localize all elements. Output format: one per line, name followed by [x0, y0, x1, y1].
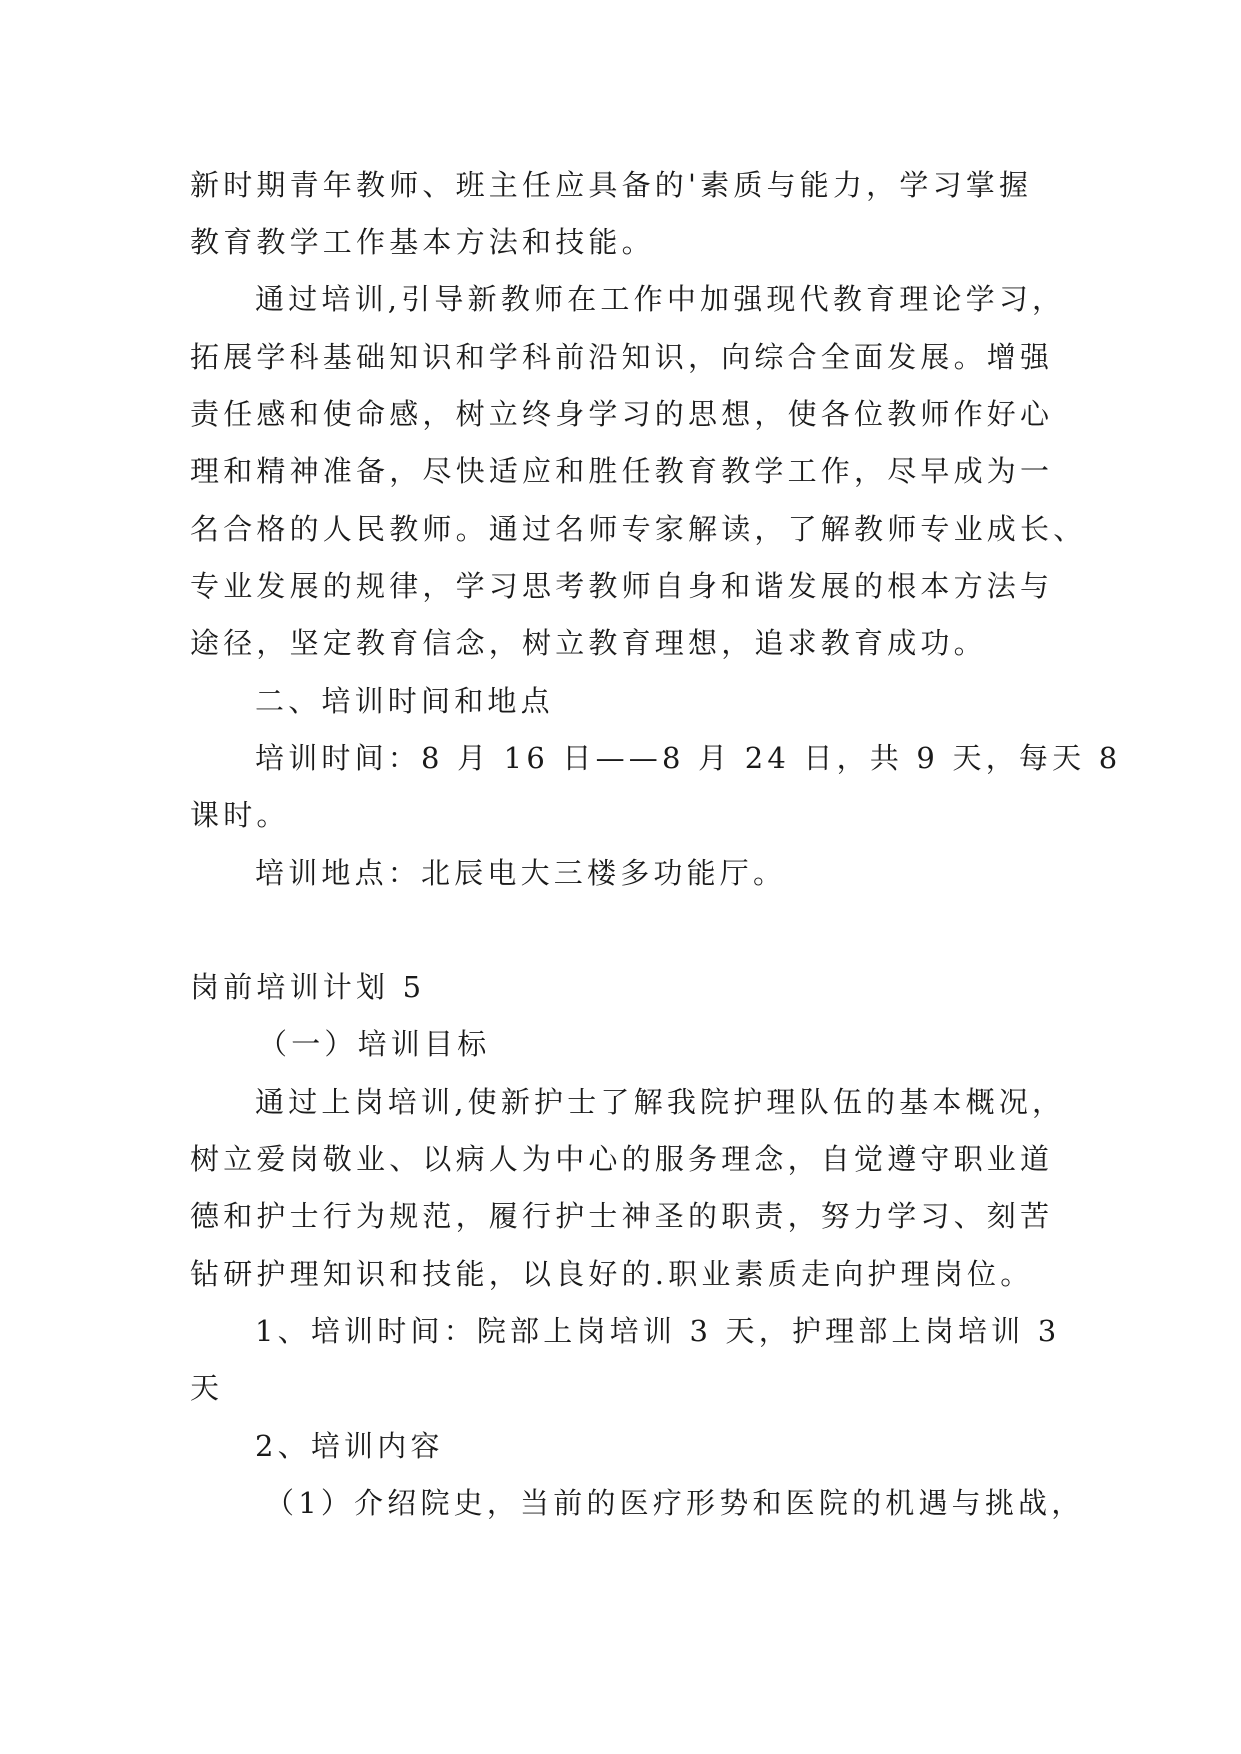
paragraph-line: 途径，坚定教育信念，树立教育理想，追求教育成功。 — [190, 626, 987, 660]
paragraph-line: 培训时间：8 月 16 日——8 月 24 日，共 9 天，每天 8 — [255, 741, 1122, 775]
paragraph-line: 专业发展的规律，学习思考教师自身和谐发展的根本方法与 — [190, 569, 1054, 603]
document-title: 岗前培训计划 5 — [190, 970, 426, 1004]
paragraph-line: （1）介绍院史，当前的医疗形势和医院的机遇与挑战， — [265, 1486, 1085, 1520]
paragraph-line: 1、培训时间：院部上岗培训 3 天，护理部上岗培训 3 — [255, 1314, 1061, 1348]
paragraph-line: 新时期青年教师、班主任应具备的'素质与能力，学习掌握 — [190, 168, 1033, 202]
paragraph-line: 天 — [190, 1371, 224, 1405]
section-heading: （一）培训目标 — [258, 1027, 491, 1061]
section-heading: 二、培训时间和地点 — [255, 684, 554, 718]
paragraph-line: 钻研护理知识和技能，以良好的.职业素质走向护理岗位。 — [190, 1257, 1034, 1291]
paragraph-line: 名合格的人民教师。通过名师专家解读，了解教师专业成长、 — [190, 512, 1087, 546]
paragraph-line: 课时。 — [190, 798, 290, 832]
paragraph-line: 德和护士行为规范，履行护士神圣的职责，努力学习、刻苦 — [190, 1199, 1054, 1233]
paragraph-line: 拓展学科基础知识和学科前沿知识，向综合全面发展。增强 — [190, 340, 1054, 374]
paragraph-line: 通过上岗培训,使新护士了解我院护理队伍的基本概况， — [255, 1085, 1066, 1119]
section-heading: 2、培训内容 — [255, 1429, 444, 1463]
paragraph-line: 教育教学工作基本方法和技能。 — [190, 225, 655, 259]
paragraph-line: 责任感和使命感，树立终身学习的思想，使各位教师作好心 — [190, 397, 1054, 431]
paragraph-line: 理和精神准备，尽快适应和胜任教育教学工作，尽早成为一 — [190, 454, 1054, 488]
paragraph-line: 树立爱岗敬业、以病人为中心的服务理念，自觉遵守职业道 — [190, 1142, 1054, 1176]
paragraph-line: 培训地点：北辰电大三楼多功能厅。 — [255, 856, 787, 890]
paragraph-line: 通过培训,引导新教师在工作中加强现代教育理论学习， — [255, 282, 1066, 316]
